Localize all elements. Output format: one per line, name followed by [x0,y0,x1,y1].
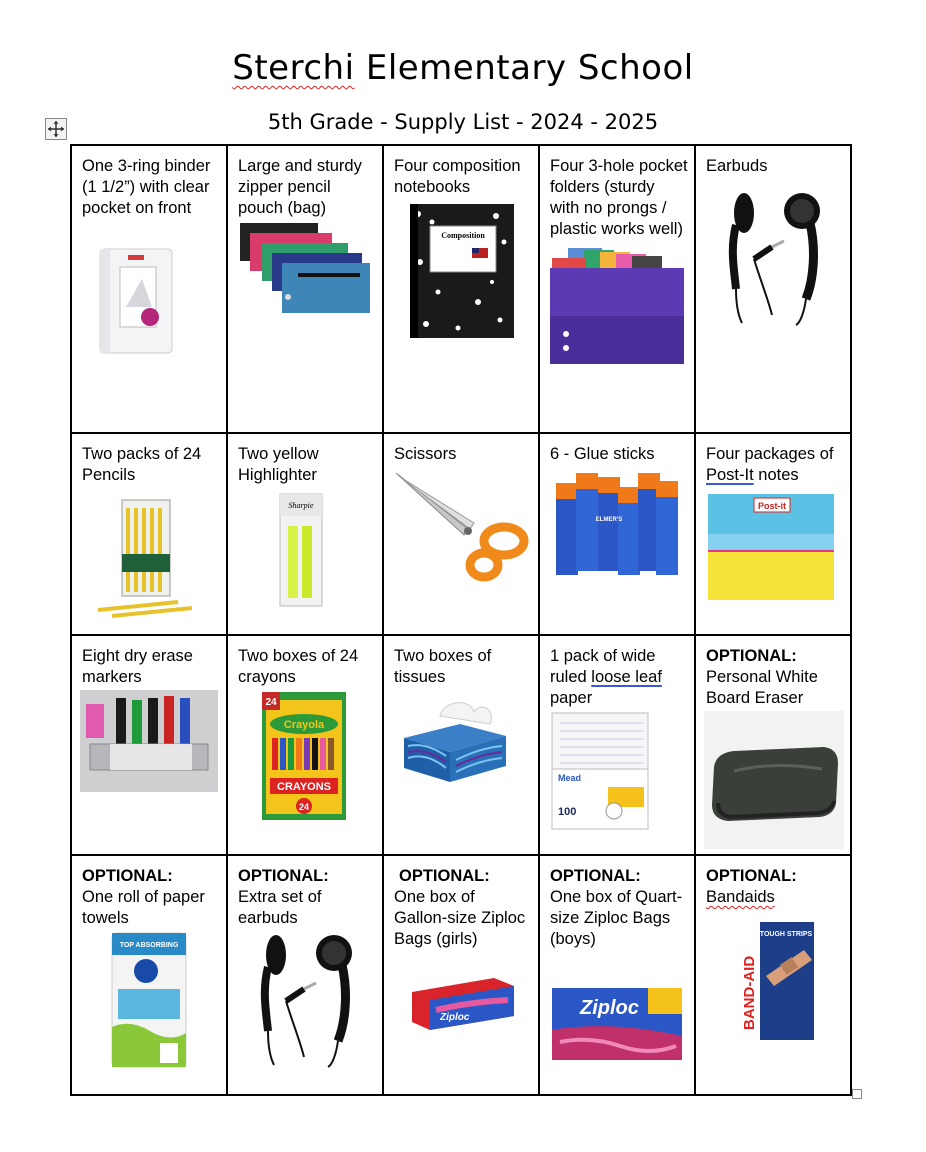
item-bandaids-label: Bandaids [706,888,775,906]
gallon-ziploc-brand: Ziploc [440,1012,470,1023]
cell-composition [383,145,539,433]
cell-bandaids [695,855,851,1095]
cell-towels [71,855,227,1095]
glue-brand-text: ELMER'S [595,517,623,523]
move-arrows-icon [46,119,66,139]
item-highlighter-label: Two yellow Highlighter [238,445,319,484]
item-quart-optional: OPTIONAL: [550,867,641,885]
paper-towels-image [110,931,190,1071]
postit-logo-text: Post-it [758,501,786,511]
table-row [71,635,851,855]
title-rest: Elementary School [354,48,694,88]
item-crayons-label: Two boxes of 24 crayons [238,647,359,686]
page-subtitle: 5th Grade - Supply List - 2024 - 2025 [267,110,659,134]
bandaid-sub-text: TOUGH STRIPS [759,931,813,938]
towel-brand-text: TOP ABSORBING [119,942,179,949]
cell-eraser [695,635,851,855]
table-row [71,855,851,1095]
dry-erase-markers-image [80,690,218,792]
crayon-box-count-bottom: 24 [298,802,310,812]
item-towels-label: One roll of paper towels [82,888,205,927]
supply-table [70,144,852,1096]
cell-glue [539,433,695,635]
page-title [0,48,926,88]
item-eraser-optional: OPTIONAL: [706,647,797,665]
quart-ziploc-image [550,986,684,1062]
crayon-word-text: CRAYONS [277,781,331,793]
cell-gallon-bags [383,855,539,1095]
cell-pouch [227,145,383,433]
crayons-box-image [260,690,350,822]
paper-text-c: paper [550,689,593,707]
notebook-cover-text: Composition [441,231,485,240]
item-markers-label: Eight dry erase markers [82,647,193,686]
postit-notes-image [706,492,838,602]
paper-text-a: 1 pack of wide ruled [550,647,656,686]
paper-count-text: 100 [558,806,577,818]
cell-quart-bags [539,855,695,1095]
item-extra-earbuds-label: Extra set of earbuds [238,888,322,927]
item-binder-label: One 3-ring binder (1 1/2”) with clear pocket on front [82,157,211,217]
item-folders-label: Four 3-hole pocket folders (sturdy with no prongs / plastic works well) [550,157,688,238]
extra-earbuds-image [238,931,363,1071]
cell-paper [539,635,695,855]
item-paper-label [550,646,694,709]
table-row [71,433,851,635]
binder-image [98,247,178,357]
highlighter-brand-text: Sharpie [288,501,314,510]
crayon-brand-text: Crayola [283,719,325,731]
item-scissors-label: Scissors [394,445,457,463]
item-extra-earbuds-optional: OPTIONAL: [238,867,329,885]
item-towels-optional: OPTIONAL: [82,867,173,885]
pencils-image [92,498,202,620]
item-bandaids-optional: OPTIONAL: [706,867,797,885]
gallon-ziploc-image [410,976,520,1032]
cell-postit [695,433,851,635]
item-pencils-label: Two packs of 24 Pencils [82,445,202,484]
cell-crayons [227,635,383,855]
cell-extra-earbuds [227,855,383,1095]
loose-leaf-paper-image [550,711,650,831]
cell-folders [539,145,695,433]
item-glue-label: 6 - Glue sticks [550,445,655,463]
table-resize-handle[interactable] [852,1089,862,1099]
postit-text-a: Four packages of [706,445,834,463]
item-tissues-label: Two boxes of tissues [394,647,492,686]
cell-tissues [383,635,539,855]
whiteboard-eraser-image [704,711,844,849]
item-pouch-label: Large and sturdy zipper pencil pouch (bag) [238,157,362,217]
table-move-handle[interactable] [45,118,67,140]
bandaids-box-image [734,920,816,1042]
earbuds-image [706,189,831,329]
pencil-pouch-image [238,221,373,321]
quart-ziploc-brand: Ziploc [580,997,639,1019]
item-gallon-optional: OPTIONAL: [399,867,490,885]
postit-text-c: notes [753,466,799,484]
tissue-box-image [400,698,510,788]
cell-binder [71,145,227,433]
cell-earbuds [695,145,851,433]
item-composition-label: Four composition notebooks [394,157,521,196]
cell-scissors [383,433,539,635]
scissors-image [394,469,529,584]
cell-pencils [71,433,227,635]
title-school-name: Sterchi [232,48,355,88]
glue-sticks-image [552,469,682,579]
cell-markers [71,635,227,855]
paper-text-b: loose leaf [591,668,662,686]
paper-brand-text: Mead [558,773,582,783]
item-eraser-label: Personal White Board Eraser [706,668,818,707]
highlighter-image [278,492,328,610]
item-gallon-label: One box of Gallon-size Ziploc Bags (girls) [394,888,526,948]
pocket-folders-image [548,246,688,366]
crayon-box-count-top: 24 [265,697,277,708]
item-quart-label: One box of Quart-size Ziploc Bags (boys) [550,888,683,948]
cell-highlighter [227,433,383,635]
bandaid-brand-text: BAND-AID [741,955,758,1030]
item-postit-label [706,444,850,486]
postit-text-b: Post-It [706,466,754,484]
table-row [71,145,851,433]
composition-notebook-image [408,202,518,342]
item-earbuds-label: Earbuds [706,157,768,175]
